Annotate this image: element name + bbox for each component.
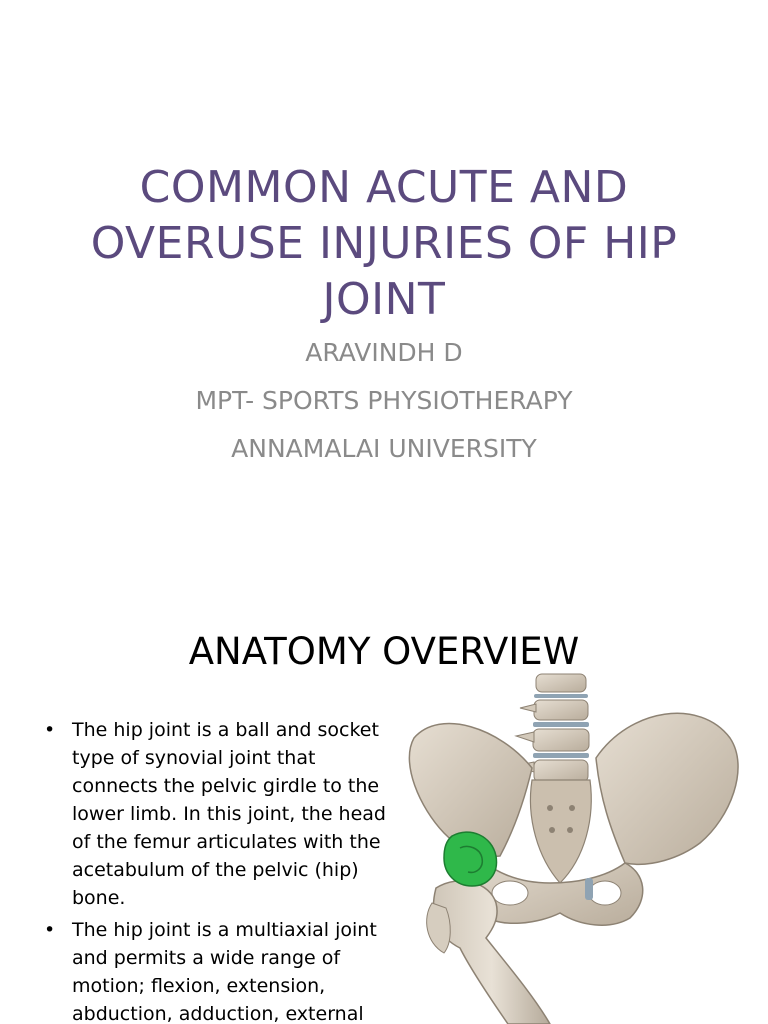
program-name: MPT- SPORTS PHYSIOTHERAPY [195,386,573,415]
bullet-icon: • [44,719,56,741]
sacrum [530,780,591,883]
presentation-title [0,160,768,328]
bullet-icon: • [44,919,56,941]
title-line-3: JOINT [322,274,446,325]
right-iliac-wing [596,713,738,864]
hip-pelvis-anatomy-illustration [400,668,760,1024]
bullet-item [44,916,400,1024]
title-line-1: COMMON ACUTE AND [139,162,629,213]
author-name: ARAVINDH D [305,338,463,367]
section-heading: ANATOMY OVERVIEW [188,630,580,673]
pelvis-svg [400,668,760,1024]
title-line-2: OVERUSE INJURIES OF HIP [90,218,678,269]
bullet-list [44,716,400,1024]
bullet-item [44,716,400,912]
institution-name: ANNAMALAI UNIVERSITY [231,434,537,463]
bullet-text: The hip joint is a multiaxial joint and permits a wide range of motion; flexion, extension, abduction, adduction, external [72,919,377,1024]
bullet-text: The hip joint is a ball and socket type of synovial joint that connects the pelvic girdle to the lower limb. In this joint, the head of the femur articulates with the acetabulum of the pelvic (hip) bone. [72,719,386,909]
